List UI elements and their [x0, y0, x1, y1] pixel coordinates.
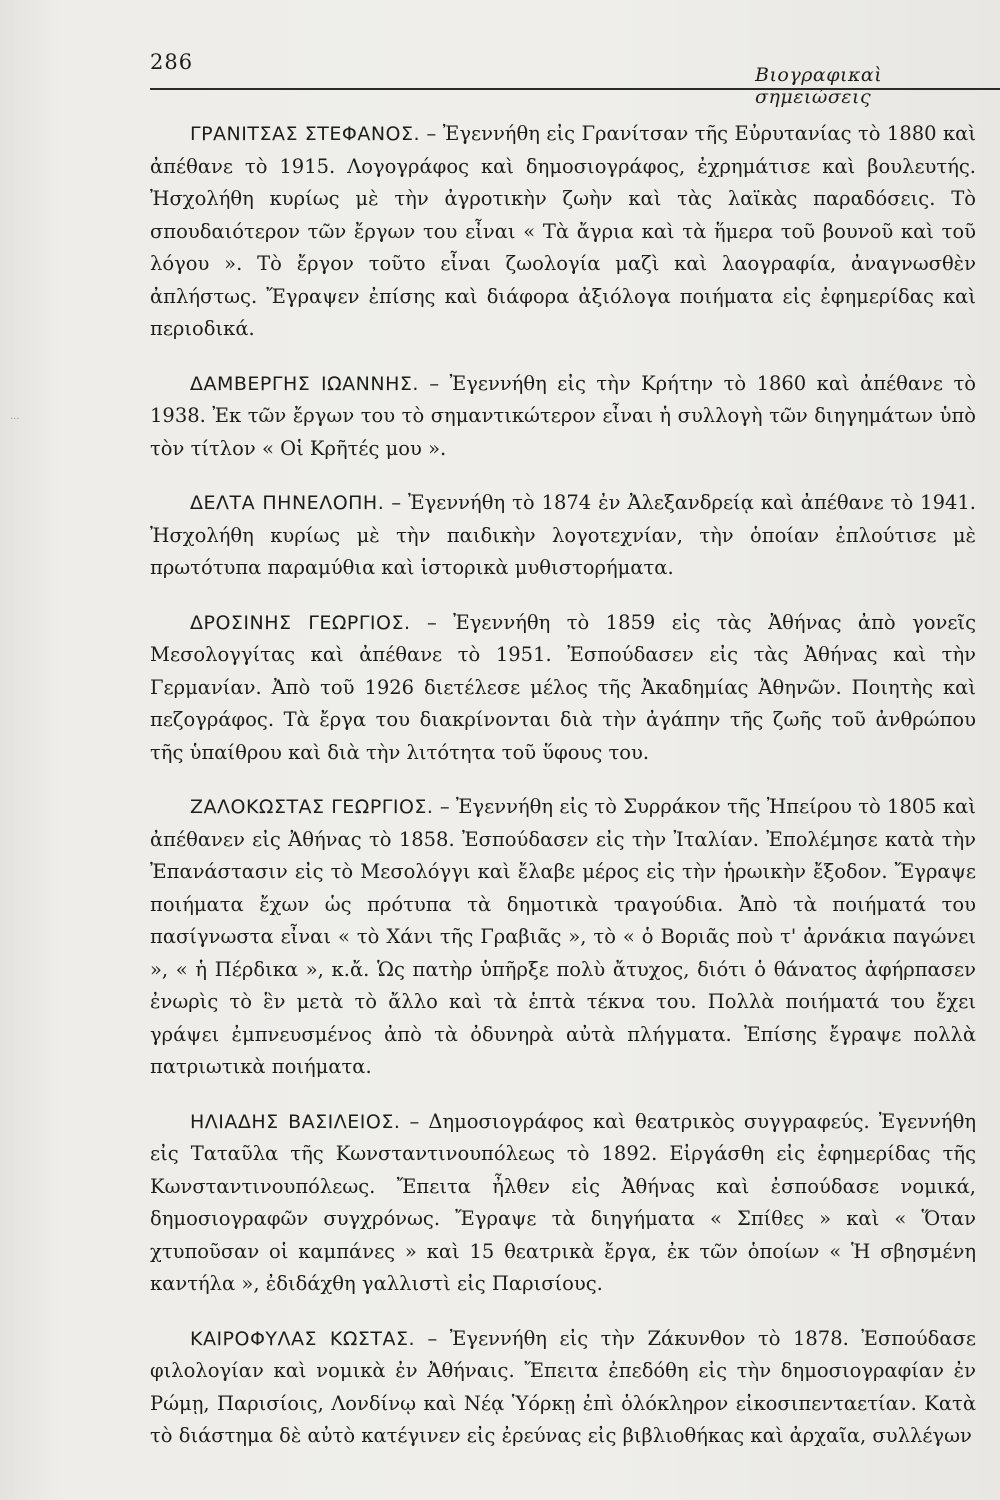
margin-mark: ··· [10, 414, 20, 425]
biography-entry [150, 1323, 976, 1453]
entry-text: – Ἐγεννήθη τὸ 1874 ἐν Ἀλεξανδρείᾳ καὶ ἀπέθανε τὸ 1941. Ἠσχολήθη κυρίως μὲ τὴν παιδικὴν λογοτεχνίαν, τὴν ὁποίαν ἐπλούτισε μὲ πρωτότυπα παραμύθια καὶ ἱστορικὰ μυθιστορήματα. [150, 491, 976, 579]
entry-name: ΔΡΟΣΙΝΗΣ ΓΕΩΡΓΙΟΣ. [190, 611, 411, 634]
entry-name: ΓΡΑΝΙΤΣΑΣ ΣΤΕΦΑΝΟΣ. [190, 123, 421, 145]
biography-entry [150, 607, 976, 770]
entry-name: ΚΑΙΡΟΦΥΛΑΣ ΚΩΣΤΑΣ. [190, 1327, 416, 1350]
header-rule [150, 88, 1000, 90]
entry-text: – Δημοσιογράφος καὶ θεατρικὸς συγγραφεύς. Ἐγεννήθη εἰς Ταταῦλα τῆς Κωνσταντινουπόλεως τὸ 1892. Εἰργάσθη εἰς ἐφημερίδας τῆς Κωνσταντινουπόλεως. Ἔπειτα ἦλθεν εἰς Ἀθήνας καὶ ἐσπούδασε νομικά, δημοσιογραφῶν συγχρόνως. Ἔγραψε τὰ διηγήματα « Σπίθες » καὶ « Ὅταν χτυποῦσαν οἱ καμπάνες » καὶ 15 θεατρικὰ ἔργα, ἐκ τῶν ὁποίων « Ἡ σβησμένη καντήλα », ἐδιδάχθη γαλλιστὶ εἰς Παρισίους. [150, 1109, 976, 1295]
entry-text: – Ἐγεννήθη εἰς Γρανίτσαν τῆς Εὐρυτανίας τὸ 1880 καὶ ἀπέθανε τὸ 1915. Λογογράφος καὶ δημοσιογράφος, ἐχρημάτισε καὶ βουλευτής. Ἠσχολήθη κυρίως μὲ τὴν ἀγροτικὴν ζωὴν καὶ τὰς λαϊκὰς παραδόσεις. Τὸ σπουδαιότερον τῶν ἔργων του εἶναι « Τὰ ἄγρια καὶ τὰ ἥμερα τοῦ βουνοῦ καὶ τοῦ λόγου ». Τὸ ἔργον τοῦτο εἶναι ζωολογία μαζὶ καὶ λαογραφία, ἀναγνωσθὲν ἀπλήστως. Ἔγραψεν ἐπίσης καὶ διάφορα ἀξιόλογα ποιήματα εἰς ἐφημερίδας καὶ περιοδικά. [150, 122, 976, 340]
entry-text: – Ἐγεννήθη εἰς τὴν Κρήτην τὸ 1860 καὶ ἀπέθανε τὸ 1938. Ἐκ τῶν ἔργων του τὸ σημαντικώτερον εἶναι ἡ συλλογὴ τῶν διηγημάτων ὑπὸ τὸν τίτλον « Οἱ Κρῆτές μου ». [150, 371, 976, 460]
entry-text: – Ἐγεννήθη εἰς τὴν Ζάκυνθον τὸ 1878. Ἐσπούδασε φιλολογίαν καὶ νομικὰ ἐν Ἀθήναις. Ἔπειτα ἐπεδόθη εἰς τὴν δημοσιογραφίαν ἐν Ρώμῃ, Παρισίοις, Λονδίνῳ καὶ Νέᾳ Ὑόρκῃ ἐπὶ ὁλόκληρον εἰκοσιπενταετίαν. Κατὰ τὸ διάστημα δὲ αὐτὸ κατέγινεν εἰς ἐρεύνας εἰς βιβλιοθήκας καὶ ἀρχαῖα, συλλέγων [150, 1326, 976, 1447]
running-title: Βιογραφικαὶ σημειώσεις [755, 64, 883, 108]
entry-text: – Ἐγεννήθη εἰς τὸ Συρράκον τῆς Ἠπείρου τὸ 1805 καὶ ἀπέθανεν εἰς Ἀθήνας τὸ 1858. Ἐσπούδασεν εἰς τὴν Ἰταλίαν. Ἐπολέμησε κατὰ τὴν Ἐπανάστασιν εἰς τὸ Μεσολόγγι καὶ ἔλαβε μέρος εἰς τὴν ἡρωικὴν ἔξοδον. Ἔγραψε ποιήματα ἔχων ὡς πρότυπα τὰ δημοτικὰ τραγούδια. Ἀπὸ τὰ ποιήματά του πασίγνωστα εἶναι « τὸ Χάνι τῆς Γραβιᾶς », τὸ « ὁ Βοριᾶς ποὺ τ' ἀρνάκια παγώνει », « ἡ Πέρδικα », κ.ἄ. Ὡς πατὴρ ὑπῆρξε πολὺ ἄτυχος, διότι ὁ θάνατος ἀφήρπασεν ἐνωρὶς τὸ ἓν μετὰ τὸ ἄλλο καὶ τὰ ἑπτὰ τέκνα του. Πολλὰ ποιήματά του ἔχει γράψει ἐμπνευσμένος ἀπὸ τὰ ὀδυνηρὰ αὐτὰ πλήγματα. Ἐπίσης ἔγραψε πολλὰ πατριωτικὰ ποιήματα. [150, 795, 977, 1078]
biography-entry [150, 487, 976, 585]
biography-entry [150, 1106, 976, 1301]
biography-entry [150, 368, 976, 466]
page-number: 286 [150, 50, 194, 74]
biography-entries [150, 118, 976, 1475]
biography-entry [150, 118, 976, 346]
entry-name: ΗΛΙΑΔΗΣ ΒΑΣΙΛΕΙΟΣ. [190, 1110, 401, 1133]
entry-name: ΔΕΛΤΑ ΠΗΝΕΛΟΠΗ. [190, 492, 385, 514]
entry-name: ΖΑΛΟΚΩΣΤΑΣ ΓΕΩΡΓΙΟΣ. [190, 796, 434, 818]
page-header [150, 46, 1000, 108]
entry-name: ΔΑΜΒΕΡΓΗΣ ΙΩΑΝΝΗΣ. [190, 372, 419, 395]
entry-text: – Ἐγεννήθη τὸ 1859 εἰς τὰς Ἀθήνας ἀπὸ γονεῖς Μεσολογγίτας καὶ ἀπέθανε τὸ 1951. Ἐσπούδασεν εἰς τὰς Ἀθήνας καὶ τὴν Γερμανίαν. Ἀπὸ τοῦ 1926 διετέλεσε μέλος τῆς Ἀκαδημίας Ἀθηνῶν. Ποιητὴς καὶ πεζογράφος. Τὰ ἔργα του διακρίνονται διὰ τὴν ἀγάπην τῆς ζωῆς τοῦ ἀνθρώπου τῆς ὑπαίθρου καὶ διὰ τὴν λιτότητα τοῦ ὕφους του. [150, 610, 976, 764]
biography-entry [150, 791, 976, 1084]
